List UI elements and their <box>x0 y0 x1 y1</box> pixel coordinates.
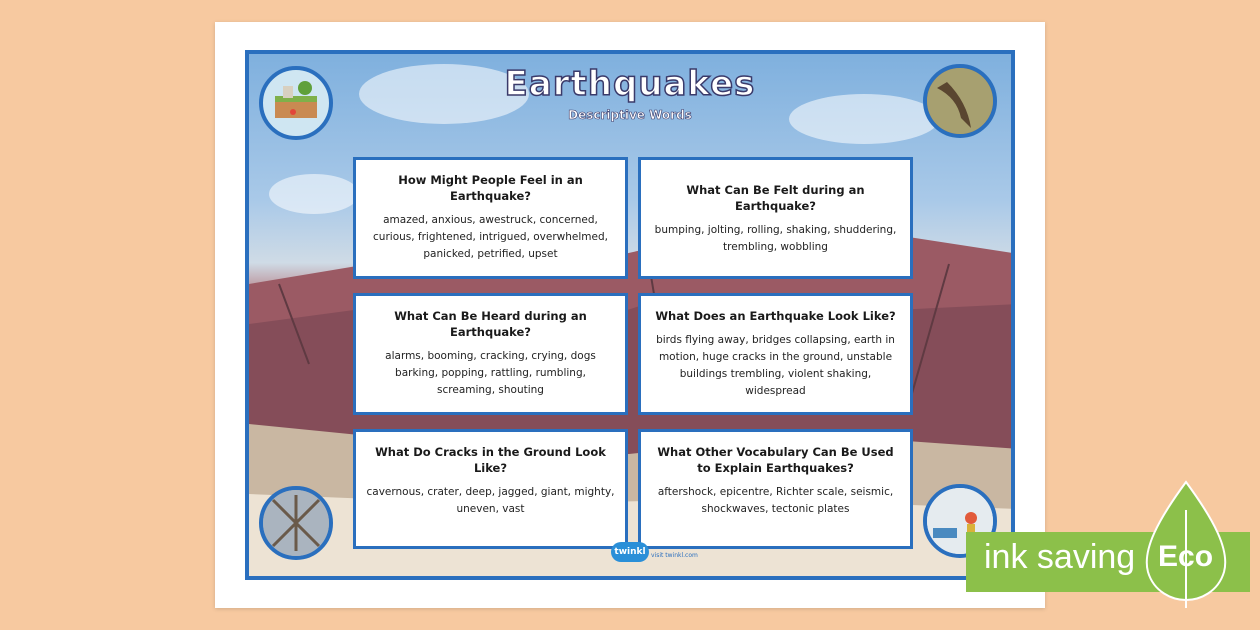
card-heading: What Does an Earthquake Look Like? <box>655 309 896 323</box>
tectonic-plates-image <box>259 66 333 140</box>
card-heard <box>353 293 628 415</box>
card-cracks <box>353 429 628 549</box>
card-feelings <box>353 157 628 279</box>
card-heading: What Can Be Heard during an Earthquake? <box>394 309 587 339</box>
ink-saving-label: ink saving <box>984 538 1136 576</box>
card-text: birds flying away, bridges collapsing, earth in motion, huge cracks in the ground, unstable buildings trembling, violent shaking, widespread <box>656 334 895 397</box>
twinkl-logo: twinkl <box>611 542 649 562</box>
cracked-ground-image <box>923 64 997 138</box>
card-heading: What Can Be Felt during an Earthquake? <box>686 183 865 213</box>
card-vocabulary <box>638 429 913 549</box>
card-text: cavernous, crater, deep, jagged, giant, mighty, uneven, vast <box>366 486 615 515</box>
card-look <box>638 293 913 415</box>
card-heading: What Other Vocabulary Can Be Used to Explain Earthquakes? <box>657 445 894 475</box>
damaged-building-image <box>259 486 333 560</box>
eco-label: Eco <box>1158 540 1214 573</box>
card-heading: How Might People Feel in an Earthquake? <box>398 173 583 203</box>
card-text: amazed, anxious, awestruck, concerned, curious, frightened, intrigued, overwhelmed, panicked, petrified, upset <box>373 214 608 260</box>
card-heading: What Do Cracks in the Ground Look Like? <box>375 445 606 475</box>
card-text: alarms, booming, cracking, crying, dogs barking, popping, rattling, rumbling, screaming, shouting <box>385 350 596 396</box>
poster-subtitle: Descriptive Words <box>568 108 692 122</box>
poster-title: Earthquakes <box>504 64 756 104</box>
worksheet-preview <box>215 22 1045 608</box>
twinkl-url: visit twinkl.com <box>651 552 698 559</box>
card-text: aftershock, epicentre, Richter scale, seismic, shockwaves, tectonic plates <box>657 486 894 515</box>
card-felt <box>638 157 913 279</box>
card-text: bumping, jolting, rolling, shaking, shuddering, trembling, wobbling <box>654 224 897 253</box>
poster <box>245 50 1015 580</box>
